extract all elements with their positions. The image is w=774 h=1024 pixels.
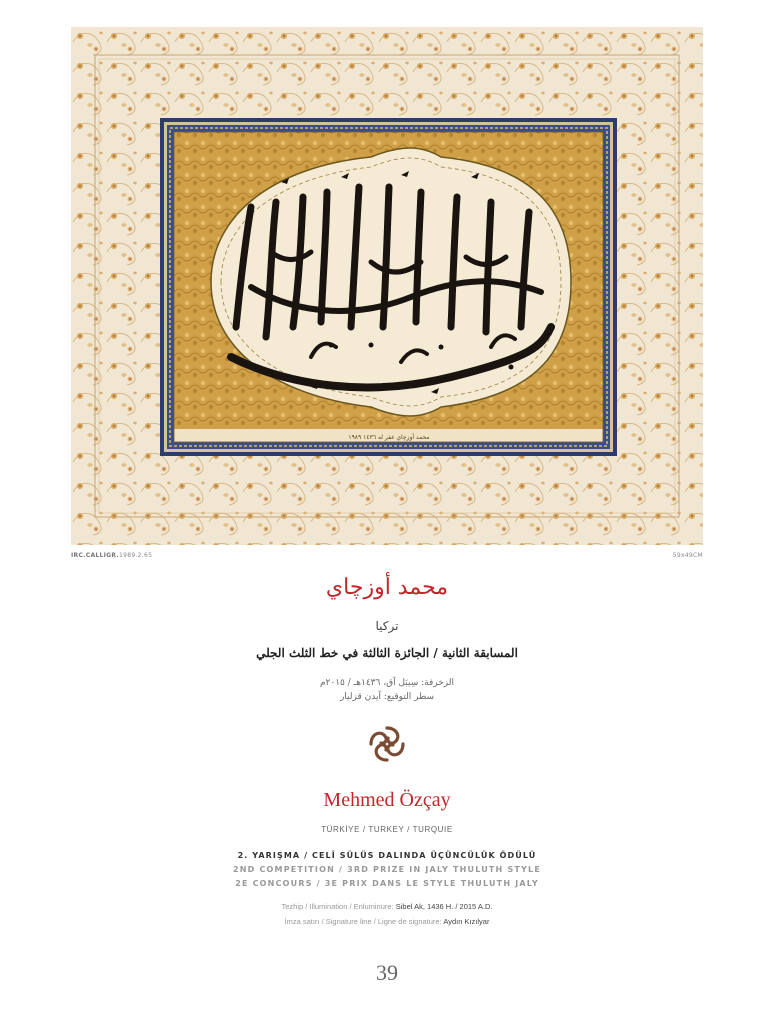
- award-english: 2ND COMPETITION / 3RD PRIZE IN JALY THULUTH STYLE: [232, 865, 542, 874]
- country-multilingual: TÜRKİYE / TURKEY / TURQUIE: [321, 825, 453, 834]
- artist-name-arabic: محمد أوزچاي: [325, 575, 449, 600]
- illumination-credit: [0, 902, 774, 911]
- floral-border-pattern: [71, 27, 703, 545]
- award-turkish: 2. YARIŞMA / CELÎ SÜLÜS DALINDA ÜÇÜNCÜLÜK ÖDÜLÜ: [237, 851, 537, 860]
- signature-line-arabic: سطر التوقيع: آيدن قزليار: [339, 692, 435, 702]
- award-french: 2E CONCOURS / 3E PRIX DANS LE STYLE THULUTH JALY: [235, 879, 539, 888]
- artwork-image: [71, 27, 703, 545]
- colophon-text: محمد أوزچاي غفر له ١٤٣٦ ۱۹۸۹: [348, 434, 430, 441]
- illumination-label: Tezhip / Illumination / Enluminure:: [281, 902, 394, 911]
- artist-name-latin: Mehmed Özçay: [323, 789, 451, 811]
- signature-value: Aydın Kızılyar: [443, 917, 490, 926]
- artwork-dimensions: 59x49CM: [672, 552, 703, 559]
- catalog-reference: IRC.CALLIGR.1989.2.65: [71, 552, 153, 559]
- illumination-arabic: الزخرفة: سِيبَل آق، ١٤٣٦هـ / ٢٠١٥م: [319, 678, 455, 688]
- signature-label: İmza satırı / Signature line / Ligne de signature:: [284, 917, 442, 926]
- page-number: 39: [376, 960, 398, 985]
- country-arabic: تركيا: [375, 619, 399, 633]
- signature-line-credit: [0, 917, 774, 926]
- illumination-value: Sibel Ak, 1436 H. / 2015 A.D.: [395, 902, 493, 911]
- ircica-logo-icon: [366, 723, 408, 765]
- award-arabic: المسابقة الثانية / الجائزة الثالثة في خط الثلث الجلي: [256, 646, 518, 660]
